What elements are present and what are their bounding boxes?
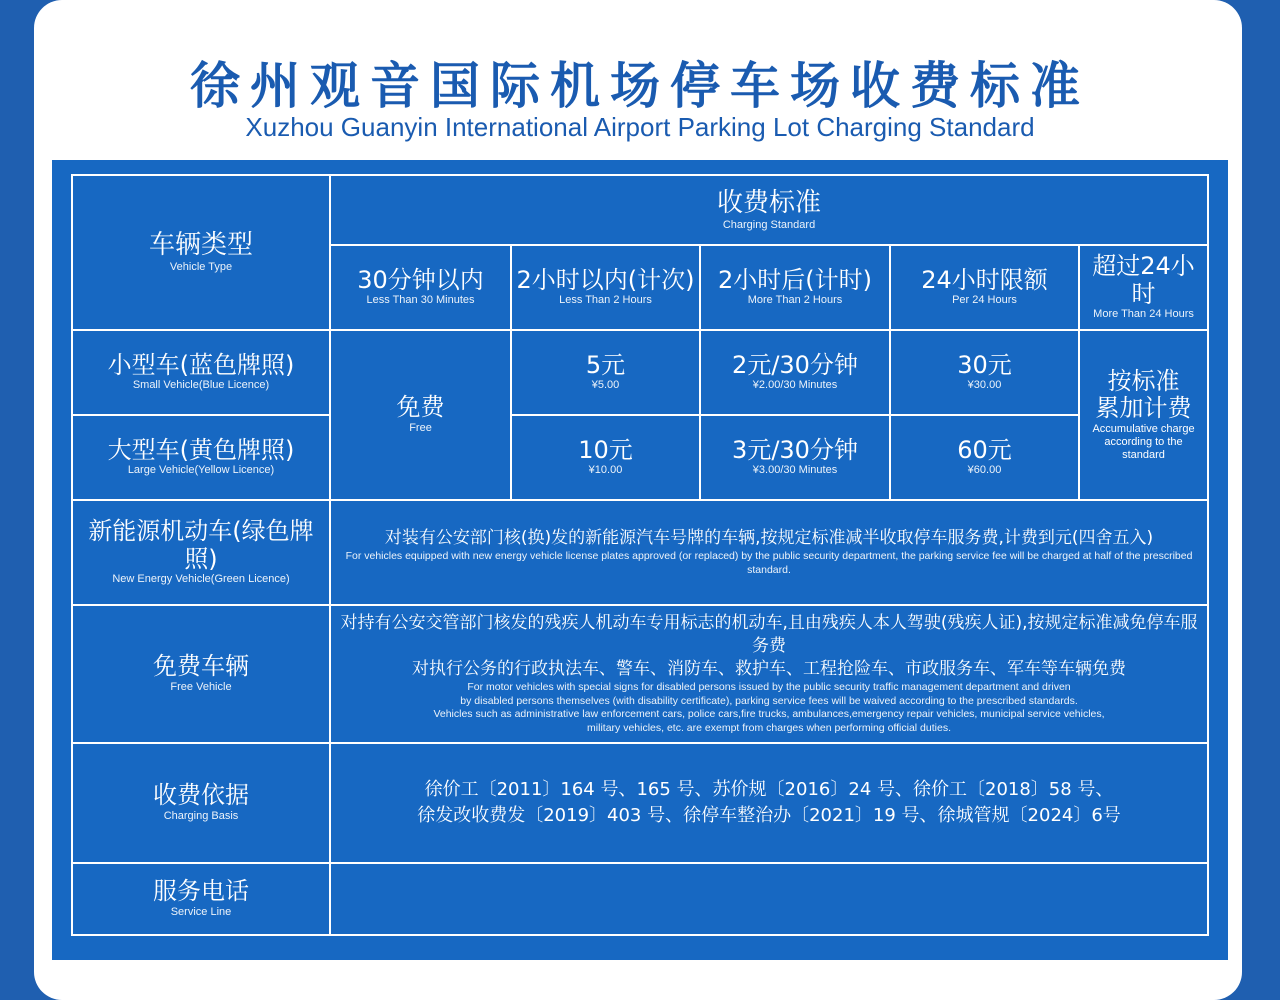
free-vehicle-name <box>72 605 330 743</box>
vehicle-name-en: Free Vehicle <box>170 680 232 693</box>
fee-cell <box>511 330 700 415</box>
period-label-cn: 2小时以内(计次) <box>516 265 695 294</box>
vehicle-name-en: Large Vehicle(Yellow Licence) <box>127 464 275 477</box>
vehicle-type-cn: 车辆类型 <box>148 230 253 261</box>
free-label-cn: 免费 <box>396 393 445 422</box>
free-cell <box>330 330 511 500</box>
accumulative-cn-2: 累加计费 <box>1095 394 1192 423</box>
charging-standard-header <box>330 175 1208 245</box>
period-label-en: More Than 2 Hours <box>747 294 843 307</box>
row-free-vehicle <box>72 605 1208 743</box>
free-vehicle-note-en: Vehicles such as administrative law enforcement cars, police cars,fire trucks, ambulances,emergency repair vehicles, municipal service vehicles, <box>433 708 1105 721</box>
fee-cell <box>700 415 890 500</box>
fee-value-cn: 5元 <box>585 350 626 379</box>
fee-cell <box>890 330 1079 415</box>
fee-value-en: ¥5.00 <box>591 379 620 392</box>
new-energy-note-en: For vehicles equipped with new energy vehicle license plates approved (or replaced) by the public security department, the parking service fee will be charged at half of the prescribed standard. <box>345 550 1193 576</box>
sign-title-en: Xuzhou Guanyin International Airport Parking Lot Charging Standard <box>245 112 1035 142</box>
vehicle-name-en: New Energy Vehicle(Green Licence) <box>112 573 290 586</box>
header-row-1 <box>72 175 1208 245</box>
period-label-cn: 超过24小时 <box>1092 252 1195 308</box>
period-header <box>511 245 700 330</box>
fee-value-cn: 30元 <box>957 350 1012 379</box>
accumulative-en: Accumulative charge according to the standard <box>1092 422 1195 462</box>
free-vehicle-note-cn: 对持有公安交管部门核发的残疾人机动车专用标志的机动车,且由残疾人本人驾驶(残疾人证),按规定标准减免停车服务费 <box>340 613 1198 657</box>
vehicle-type-en: Vehicle Type <box>169 261 233 274</box>
fee-cell <box>890 415 1079 500</box>
new-energy-note-cn: 对装有公安部门核(换)发的新能源汽车号牌的车辆,按规定标准减半收取停车服务费,计费到元(四舍五入) <box>384 528 1154 549</box>
row-name-cn: 收费依据 <box>153 781 249 810</box>
period-label-cn: 2小时后(计时) <box>718 265 872 294</box>
fee-value-cn: 10元 <box>578 435 633 464</box>
fee-value-en: ¥3.00/30 Minutes <box>752 464 838 477</box>
large-vehicle-name <box>72 415 330 500</box>
free-vehicle-note <box>330 605 1208 743</box>
fee-value-en: ¥30.00 <box>967 379 1002 392</box>
accumulative-cell <box>1079 330 1208 500</box>
fee-value-en: ¥2.00/30 Minutes <box>752 379 838 392</box>
period-header <box>700 245 890 330</box>
fee-value-en: ¥10.00 <box>588 464 623 477</box>
row-service-line <box>72 863 1208 935</box>
free-vehicle-note-en: by disabled persons themselves (with disability certificate), parking service fees will be waived according to the prescribed standards. <box>460 694 1078 707</box>
period-label-en: Less Than 2 Hours <box>559 294 652 307</box>
charging-basis-text <box>330 743 1208 863</box>
fee-value-cn: 60元 <box>957 435 1012 464</box>
accumulative-cn-1: 按标准 <box>1107 366 1180 395</box>
period-header <box>890 245 1079 330</box>
fee-value-en: ¥60.00 <box>967 464 1002 477</box>
vehicle-name-cn: 免费车辆 <box>153 652 249 681</box>
fee-cell <box>700 330 890 415</box>
service-line-value <box>330 863 1208 935</box>
vehicle-type-header <box>72 175 330 330</box>
row-name-en: Charging Basis <box>163 809 239 822</box>
basis-line: 徐发改收费发〔2019〕403 号、徐停车整治办〔2021〕19 号、徐城管规〔2024〕6号 <box>417 805 1121 826</box>
charging-basis-name <box>72 743 330 863</box>
fee-value-cn: 2元/30分钟 <box>732 350 858 379</box>
new-energy-note <box>330 500 1208 605</box>
row-name-en: Service Line <box>170 905 232 918</box>
period-label-en: Less Than 30 Minutes <box>366 294 475 307</box>
new-energy-name <box>72 500 330 605</box>
period-header <box>330 245 511 330</box>
period-label-en: More Than 24 Hours <box>1093 308 1194 321</box>
free-vehicle-note-en: military vehicles, etc. are exempt from charges when performing official duties. <box>587 722 951 735</box>
free-label-en: Free <box>409 421 432 434</box>
free-vehicle-note-en: For motor vehicles with special signs for disabled persons issued by the public security traffic management department and driven <box>467 681 1071 694</box>
vehicle-name-cn: 新能源机动车(绿色牌照) <box>88 517 314 573</box>
row-large-vehicle <box>72 415 1208 500</box>
charging-standard-en: Charging Standard <box>722 218 816 231</box>
row-name-cn: 服务电话 <box>153 877 249 906</box>
period-label-cn: 24小时限额 <box>921 265 1048 294</box>
small-vehicle-name <box>72 330 330 415</box>
fee-table <box>71 174 1209 936</box>
period-label-en: Per 24 Hours <box>952 294 1017 307</box>
free-vehicle-note-cn: 对执行公务的行政执法车、警车、消防车、救护车、工程抢险车、市政服务车、军车等车辆免费 <box>412 659 1127 680</box>
charging-standard-cn: 收费标准 <box>717 187 822 218</box>
fee-cell <box>511 415 700 500</box>
row-new-energy <box>72 500 1208 605</box>
fee-value-cn: 3元/30分钟 <box>732 435 858 464</box>
period-label-cn: 30分钟以内 <box>357 265 484 294</box>
vehicle-name-cn: 小型车(蓝色牌照) <box>107 350 295 379</box>
period-header <box>1079 245 1208 330</box>
row-charging-basis <box>72 743 1208 863</box>
vehicle-name-cn: 大型车(黄色牌照) <box>107 435 295 464</box>
service-line-name <box>72 863 330 935</box>
basis-line: 徐价工〔2011〕164 号、165 号、苏价规〔2016〕24 号、徐价工〔2018〕58 号、 <box>424 778 1114 800</box>
vehicle-name-en: Small Vehicle(Blue Licence) <box>132 379 270 392</box>
row-small-vehicle <box>72 330 1208 415</box>
sign-title-cn: 徐州观音国际机场停车场收费标准 <box>190 57 1090 115</box>
